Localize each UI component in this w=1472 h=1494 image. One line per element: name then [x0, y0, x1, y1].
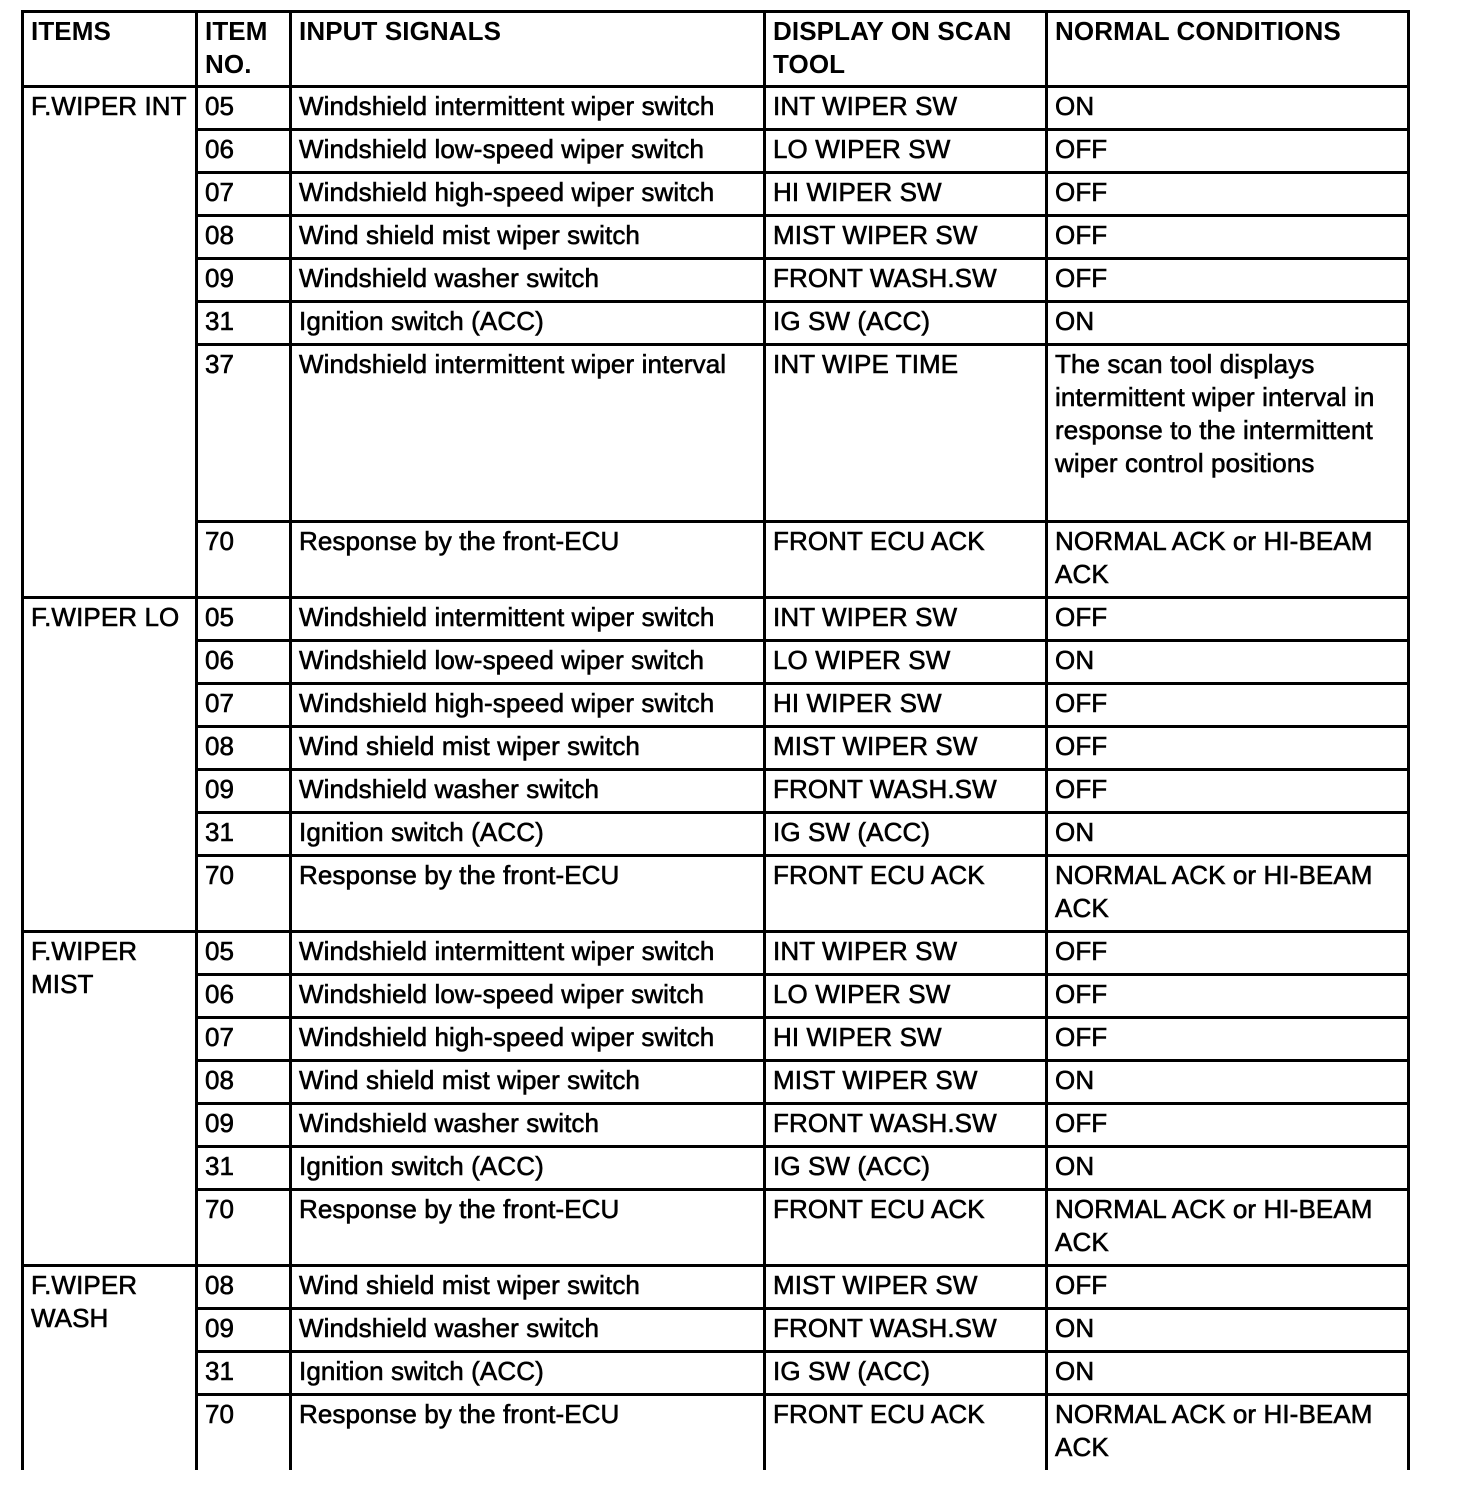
scan-tool-display: MIST WIPER SW — [765, 1061, 1047, 1104]
normal-condition: NORMAL ACK or HI-BEAM ACK — [1047, 522, 1409, 598]
scan-tool-display: HI WIPER SW — [765, 1018, 1047, 1061]
normal-condition: ON — [1047, 1061, 1409, 1104]
scan-tool-display: INT WIPER SW — [765, 598, 1047, 641]
normal-condition: ON — [1047, 302, 1409, 345]
table-row — [23, 856, 1409, 932]
scan-tool-display: IG SW (ACC) — [765, 1147, 1047, 1190]
scan-tool-display: FRONT ECU ACK — [765, 1395, 1047, 1471]
table-row — [23, 684, 1409, 727]
input-signal: Windshield high-speed wiper switch — [291, 173, 765, 216]
normal-condition: OFF — [1047, 1266, 1409, 1309]
scan-tool-display: INT WIPER SW — [765, 87, 1047, 130]
scan-tool-display: FRONT ECU ACK — [765, 1190, 1047, 1266]
input-signal: Ignition switch (ACC) — [291, 302, 765, 345]
table-row — [23, 727, 1409, 770]
normal-condition: NORMAL ACK or HI-BEAM ACK — [1047, 856, 1409, 932]
item-number: 09 — [197, 1104, 291, 1147]
input-signal: Windshield washer switch — [291, 770, 765, 813]
normal-condition: OFF — [1047, 727, 1409, 770]
normal-condition: OFF — [1047, 932, 1409, 975]
scan-tool-display: LO WIPER SW — [765, 975, 1047, 1018]
table-row — [23, 1266, 1409, 1309]
input-signal: Windshield intermittent wiper switch — [291, 598, 765, 641]
table-row — [23, 1147, 1409, 1190]
item-number: 31 — [197, 1352, 291, 1395]
scan-tool-display: MIST WIPER SW — [765, 727, 1047, 770]
normal-condition: OFF — [1047, 684, 1409, 727]
table-row — [23, 259, 1409, 302]
table-row — [23, 1190, 1409, 1266]
normal-condition: OFF — [1047, 1104, 1409, 1147]
item-number: 09 — [197, 259, 291, 302]
item-number: 05 — [197, 598, 291, 641]
header-item-no: ITEM NO. — [197, 12, 291, 87]
table-row — [23, 173, 1409, 216]
table-row — [23, 598, 1409, 641]
table-row — [23, 345, 1409, 522]
normal-condition: ON — [1047, 641, 1409, 684]
input-signal: Windshield intermittent wiper switch — [291, 932, 765, 975]
normal-condition: OFF — [1047, 173, 1409, 216]
scan-tool-display: FRONT WASH.SW — [765, 259, 1047, 302]
table-row — [23, 932, 1409, 975]
item-number: 08 — [197, 216, 291, 259]
input-signal: Response by the front-ECU — [291, 856, 765, 932]
input-signal: Windshield washer switch — [291, 259, 765, 302]
scan-tool-display: LO WIPER SW — [765, 641, 1047, 684]
item-number: 06 — [197, 975, 291, 1018]
item-number: 08 — [197, 727, 291, 770]
normal-condition: OFF — [1047, 216, 1409, 259]
item-group-name: F.WIPER WASH — [23, 1266, 197, 1471]
input-signal: Wind shield mist wiper switch — [291, 727, 765, 770]
normal-condition: NORMAL ACK or HI-BEAM ACK — [1047, 1395, 1409, 1471]
normal-condition: OFF — [1047, 259, 1409, 302]
data-list-table — [21, 10, 1410, 1470]
input-signal: Windshield low-speed wiper switch — [291, 975, 765, 1018]
scan-tool-display: MIST WIPER SW — [765, 216, 1047, 259]
table-row — [23, 813, 1409, 856]
header-display: DISPLAY ON SCAN TOOL — [765, 12, 1047, 87]
item-number: 06 — [197, 130, 291, 173]
input-signal: Response by the front-ECU — [291, 522, 765, 598]
scan-tool-display: MIST WIPER SW — [765, 1266, 1047, 1309]
item-number: 08 — [197, 1061, 291, 1104]
table-row — [23, 216, 1409, 259]
table-row — [23, 130, 1409, 173]
scan-tool-display: INT WIPE TIME — [765, 345, 1047, 522]
item-number: 31 — [197, 813, 291, 856]
item-group-name: F.WIPER LO — [23, 598, 197, 932]
input-signal: Response by the front-ECU — [291, 1395, 765, 1471]
input-signal: Wind shield mist wiper switch — [291, 1061, 765, 1104]
item-number: 70 — [197, 1395, 291, 1471]
table-row — [23, 1018, 1409, 1061]
table-row — [23, 770, 1409, 813]
item-number: 05 — [197, 87, 291, 130]
table-row — [23, 1309, 1409, 1352]
input-signal: Wind shield mist wiper switch — [291, 1266, 765, 1309]
scan-tool-display: INT WIPER SW — [765, 932, 1047, 975]
table-row — [23, 302, 1409, 345]
normal-condition: ON — [1047, 1309, 1409, 1352]
normal-condition: The scan tool displays intermittent wiper interval in response to the intermittent wiper control positions — [1047, 345, 1409, 522]
table-row — [23, 975, 1409, 1018]
table-row — [23, 1104, 1409, 1147]
scan-tool-display: IG SW (ACC) — [765, 813, 1047, 856]
header-items: ITEMS — [23, 12, 197, 87]
item-number: 07 — [197, 684, 291, 727]
scan-tool-display: IG SW (ACC) — [765, 1352, 1047, 1395]
item-number: 70 — [197, 1190, 291, 1266]
table-row — [23, 522, 1409, 598]
item-number: 06 — [197, 641, 291, 684]
item-number: 09 — [197, 770, 291, 813]
table-body — [23, 87, 1409, 1471]
table-row — [23, 1395, 1409, 1471]
item-number: 31 — [197, 302, 291, 345]
item-number: 31 — [197, 1147, 291, 1190]
input-signal: Windshield intermittent wiper switch — [291, 87, 765, 130]
input-signal: Wind shield mist wiper switch — [291, 216, 765, 259]
normal-condition: OFF — [1047, 1018, 1409, 1061]
scan-tool-display: LO WIPER SW — [765, 130, 1047, 173]
normal-condition: OFF — [1047, 975, 1409, 1018]
input-signal: Windshield washer switch — [291, 1309, 765, 1352]
table-row — [23, 1352, 1409, 1395]
scan-tool-display: IG SW (ACC) — [765, 302, 1047, 345]
item-number: 09 — [197, 1309, 291, 1352]
scan-tool-display: FRONT ECU ACK — [765, 856, 1047, 932]
scan-tool-display: HI WIPER SW — [765, 173, 1047, 216]
table-row — [23, 87, 1409, 130]
table-row — [23, 1061, 1409, 1104]
header-row — [23, 12, 1409, 87]
input-signal: Ignition switch (ACC) — [291, 813, 765, 856]
item-number: 08 — [197, 1266, 291, 1309]
normal-condition: NORMAL ACK or HI-BEAM ACK — [1047, 1190, 1409, 1266]
item-number: 05 — [197, 932, 291, 975]
item-number: 70 — [197, 856, 291, 932]
item-number: 37 — [197, 345, 291, 522]
input-signal: Windshield high-speed wiper switch — [291, 684, 765, 727]
header-input-signals: INPUT SIGNALS — [291, 12, 765, 87]
input-signal: Response by the front-ECU — [291, 1190, 765, 1266]
normal-condition: ON — [1047, 87, 1409, 130]
input-signal: Windshield intermittent wiper interval — [291, 345, 765, 522]
normal-condition: ON — [1047, 813, 1409, 856]
normal-condition: OFF — [1047, 598, 1409, 641]
item-group-name: F.WIPER INT — [23, 87, 197, 598]
header-normal-conditions: NORMAL CONDITIONS — [1047, 12, 1409, 87]
item-number: 07 — [197, 173, 291, 216]
item-number: 07 — [197, 1018, 291, 1061]
normal-condition: ON — [1047, 1147, 1409, 1190]
item-number: 70 — [197, 522, 291, 598]
scan-tool-display: HI WIPER SW — [765, 684, 1047, 727]
input-signal: Ignition switch (ACC) — [291, 1352, 765, 1395]
input-signal: Windshield high-speed wiper switch — [291, 1018, 765, 1061]
scan-tool-display: FRONT ECU ACK — [765, 522, 1047, 598]
normal-condition: OFF — [1047, 130, 1409, 173]
normal-condition: ON — [1047, 1352, 1409, 1395]
input-signal: Ignition switch (ACC) — [291, 1147, 765, 1190]
input-signal: Windshield low-speed wiper switch — [291, 641, 765, 684]
scan-tool-display: FRONT WASH.SW — [765, 770, 1047, 813]
normal-condition: OFF — [1047, 770, 1409, 813]
table-row — [23, 641, 1409, 684]
scan-tool-display: FRONT WASH.SW — [765, 1309, 1047, 1352]
scan-tool-display: FRONT WASH.SW — [765, 1104, 1047, 1147]
input-signal: Windshield low-speed wiper switch — [291, 130, 765, 173]
input-signal: Windshield washer switch — [291, 1104, 765, 1147]
item-group-name: F.WIPER MIST — [23, 932, 197, 1266]
